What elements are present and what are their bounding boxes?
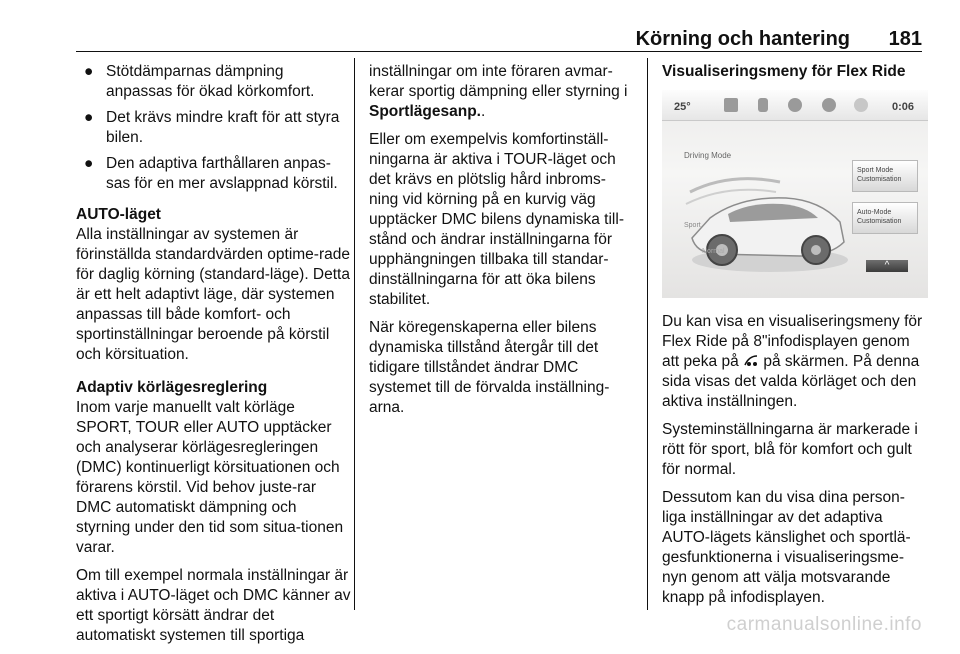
car-icon — [854, 98, 868, 112]
sport-mode-customisation-button[interactable]: Sport Mode Customisation — [852, 160, 918, 192]
flex-ride-icon — [743, 354, 759, 367]
column-3 — [662, 62, 928, 616]
list-item — [76, 154, 351, 194]
list-item-text: Det krävs mindre kraft för att styra bilen. — [106, 109, 340, 146]
display-status-bar — [662, 90, 928, 121]
navigation-icon — [788, 98, 802, 112]
column-divider-2 — [647, 58, 648, 610]
bullet-icon: ● — [84, 155, 94, 172]
list-item-text: Den adaptiva farthållaren anpas-sas för en mer avslappnad körstil. — [106, 155, 338, 192]
example-text: Om till exempel normala inställningar är aktiva i AUTO-läget och DMC känner av ett sportigt körsätt ändrar det automatiskt systemen till sportiga — [76, 567, 351, 644]
paragraph: Eller om exempelvis komfortinställ-ningarna är aktiva i TOUR-läget och det krävs en plötslig hård inbroms-ning vid körning på en kurvig väg upptäcker DMC bilens dynamiska till-stånd och ändrar inställningarna för upphängningen tillbaka till standar-dinställningarna för att öka bilens stabilitet. — [369, 131, 624, 308]
driving-mode-label: Driving Mode — [684, 151, 732, 160]
column-divider-1 — [354, 58, 355, 610]
column-1 — [76, 62, 351, 654]
phone-icon — [758, 98, 768, 112]
bullet-list — [76, 62, 351, 194]
header-divider — [76, 51, 922, 52]
paragraph: Systeminställningarna är markerade i rött för sport, blå för komfort och gult för normal. — [662, 421, 918, 478]
paragraph-text: Du kan visa en visualiseringsmeny för Flex Ride på 8"infodisplayen genom att peka på — [662, 313, 923, 370]
normal-mode-label: Normal — [702, 248, 725, 255]
auto-section — [76, 205, 351, 365]
page-title: Körning och hantering — [635, 28, 850, 50]
list-item — [76, 108, 351, 148]
page-header — [0, 0, 960, 52]
auto-mode-customisation-button[interactable]: Auto-Mode Customisation — [852, 202, 918, 234]
auto-text: Alla inställningar av systemen är förinställda standardvärden optime-rade för daglig körning (standard-läge). Detta är ett helt adaptivt läge, där systemen anpassas till både komfort- och sportinställningar beroende på körstil och körsituation. — [76, 226, 350, 363]
menu-reference: Sportlägesanp. — [369, 103, 481, 120]
infodisplay-screenshot — [662, 90, 928, 298]
sport-mode-label: Sport — [684, 222, 701, 229]
steering-icon — [822, 98, 836, 112]
list-item-text: Stötdämparnas dämpning anpassas för ökad körkomfort. — [106, 63, 315, 100]
collapse-button[interactable]: ^ — [866, 260, 908, 272]
paragraph: När köregenskaperna eller bilens dynamiska tillstånd återgår till det tidigare tillståndet ändrar DMC systemet till de förvalda inställning-arna. — [369, 319, 610, 416]
paragraph: Dessutom kan du visa dina person-liga inställningar av det adaptiva AUTO-lägets känslighet och sportlä-gesfunktionerna i visualiseringsme-nyn genom att välja motsvarande knapp på infodisplayen. — [662, 489, 911, 606]
visualization-heading: Visualiseringsmeny för Flex Ride — [662, 63, 906, 80]
paragraph-text: inställningar om inte föraren avmar-kerar sportig dämpning eller styrning i — [369, 63, 628, 100]
music-icon — [724, 98, 738, 112]
adaptive-heading: Adaptiv körlägesreglering — [76, 379, 268, 396]
watermark: carmanualsonline.info — [726, 614, 922, 635]
column-2 — [369, 62, 635, 426]
page-number: 181 — [888, 28, 922, 50]
paragraph-text-end: på skärmen. På denna sida visas det valda körläget och den aktiva inställningen. — [662, 353, 920, 410]
clock-readout: 0:06 — [891, 101, 914, 113]
paragraph-end: . — [480, 103, 486, 120]
adaptive-text: Inom varje manuellt valt körläge SPORT, TOUR eller AUTO upptäcker och analyserar körlägesregleringen (DMC) kontinuerligt körsituationen och förarens körstil. Vid behov juste-rar DMC automatiskt dämpning och styrning under den tid som situa-tionen varar. — [76, 399, 344, 556]
paragraph — [369, 62, 635, 122]
temperature-readout: 25° — [674, 101, 691, 113]
auto-heading: AUTO-läget — [76, 206, 161, 223]
bullet-icon: ● — [84, 63, 94, 80]
list-item — [76, 62, 351, 102]
bullet-icon: ● — [84, 109, 94, 126]
paragraph — [662, 312, 928, 412]
